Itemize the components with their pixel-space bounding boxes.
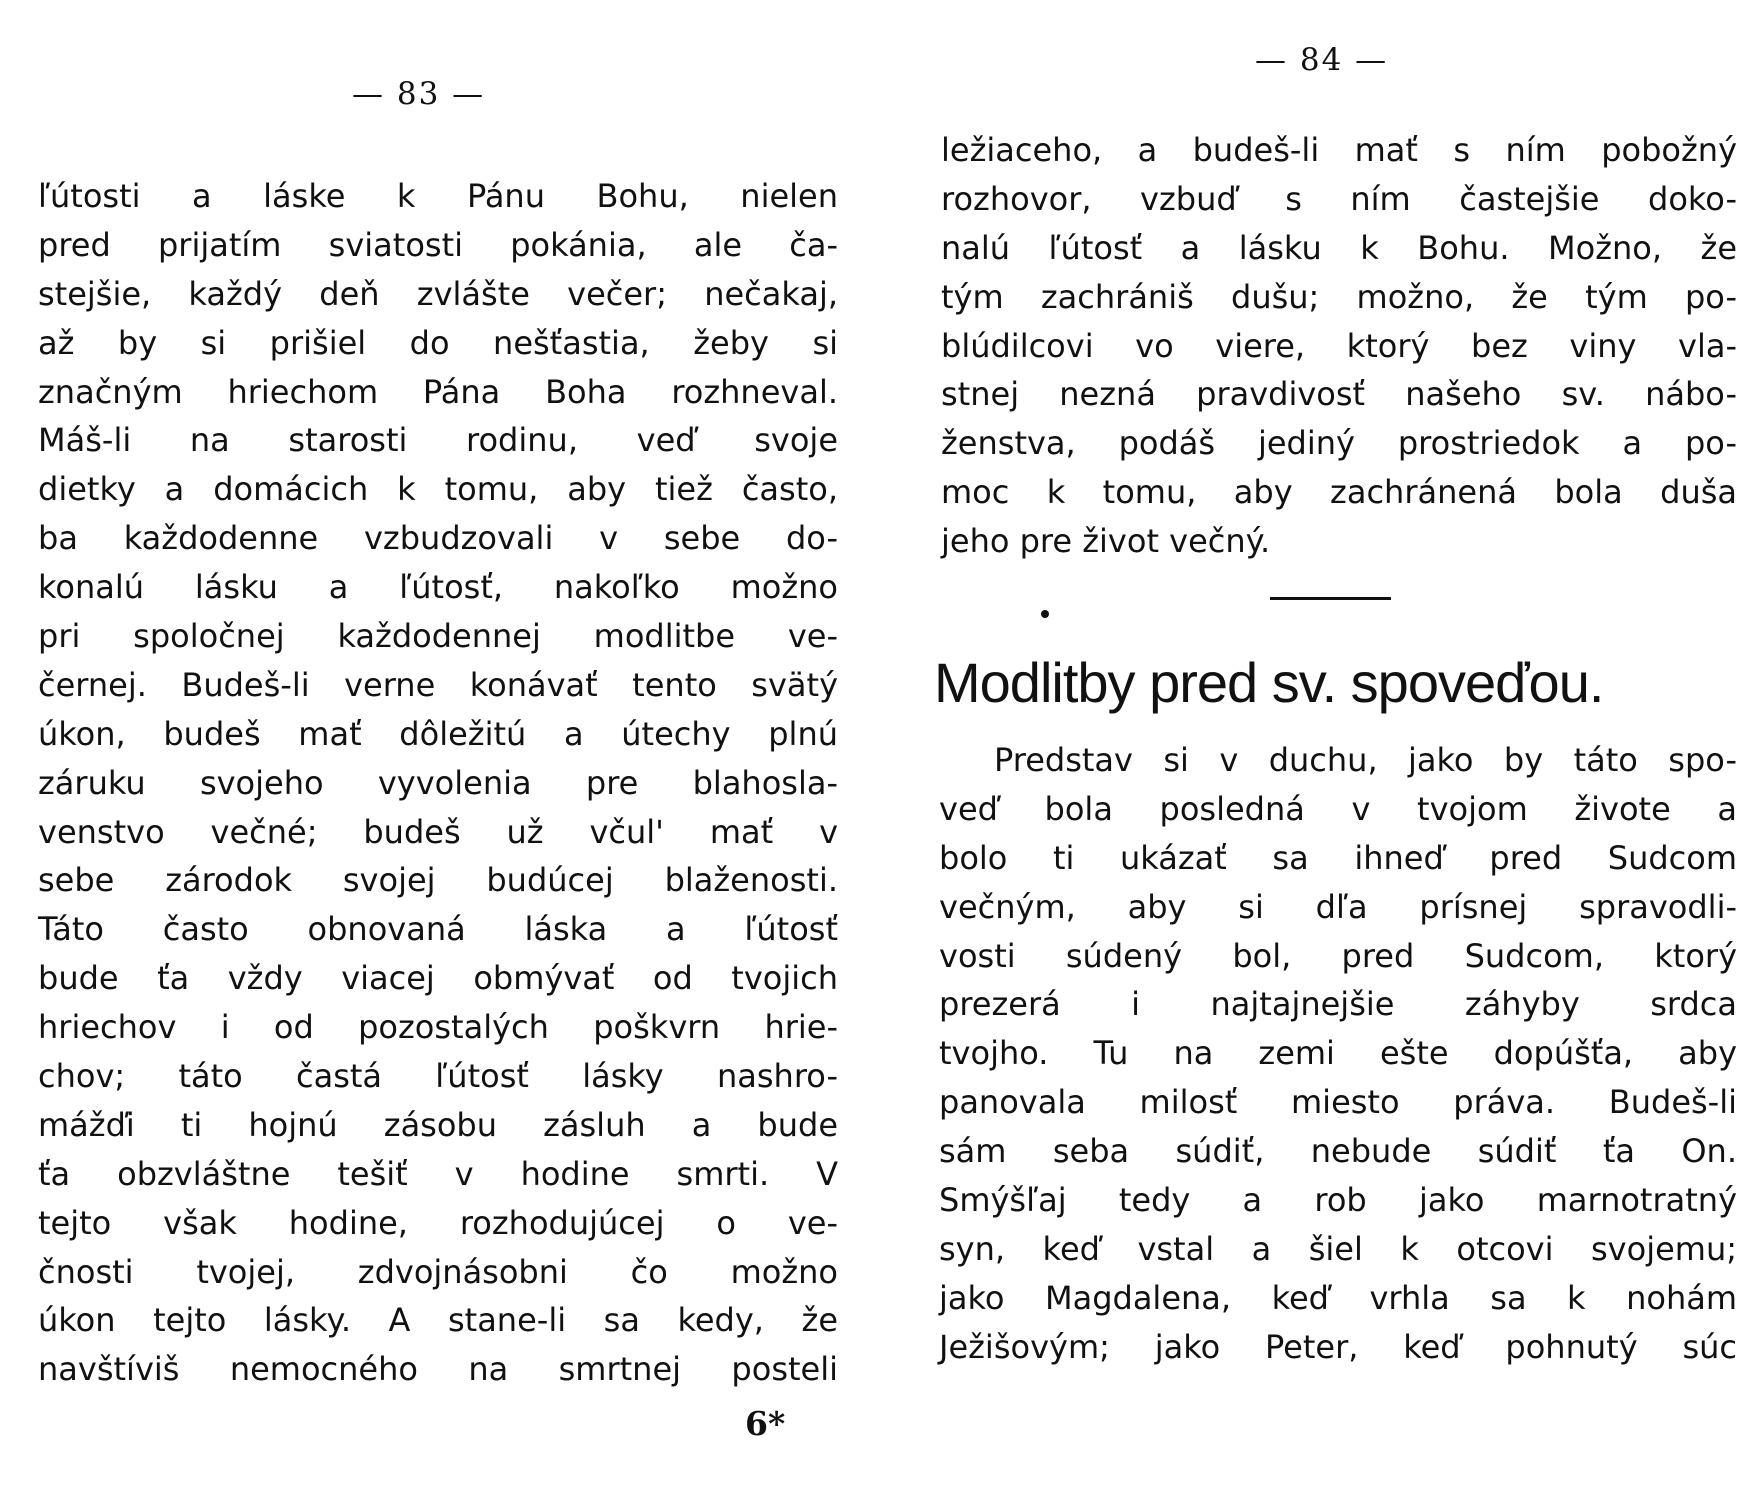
text-line: úkon tejto lásky. A stane-li sa kedy, že — [38, 1301, 838, 1340]
text-line: tejto však hodine, rozhodujúcej o ve- — [38, 1203, 838, 1242]
text-line: večným, aby si dľa prísnej spravodli- — [939, 887, 1737, 926]
text-line: mážďi ti hojnú zásobu zásluh a bude — [38, 1105, 838, 1144]
text-line: Máš-li na starosti rodinu, veď svoje — [38, 421, 838, 460]
text-line: bolo ti ukázať sa ihneď pred Sudcom — [939, 838, 1737, 877]
text-line: Táto často obnovaná láska a ľútosť — [38, 910, 838, 949]
right-page-paragraph-1 — [941, 126, 1737, 566]
text-line: pred prijatím sviatosti pokánia, ale ča- — [38, 225, 838, 264]
text-line: úkon, budeš mať dôležitú a útechy plnú — [38, 714, 838, 753]
text-line: značným hriechom Pána Boha rozhneval. — [38, 372, 838, 411]
text-line: stnej nezná pravdivosť našeho sv. nábo- — [941, 375, 1737, 414]
text-line: tvojho. Tu na zemi ešte dopúšťa, aby — [939, 1034, 1737, 1073]
text-line: tým zachrániš dušu; možno, že tým po- — [941, 277, 1737, 316]
right-page — [879, 0, 1758, 1500]
text-line: venstvo večné; budeš už včul' mať v — [38, 812, 838, 851]
text-line: ťa obzvláštne tešiť v hodine smrti. V — [38, 1154, 838, 1193]
divider-dot — [1041, 610, 1049, 618]
text-line: až by si prišiel do nešťastia, žeby si — [38, 323, 838, 362]
text-line: konalú lásku a ľútosť, nakoľko možno — [38, 568, 838, 607]
text-line: ľútosti a láske k Pánu Bohu, nielen — [38, 177, 838, 215]
text-line: Predstav si v duchu, jako by táto spo- — [994, 741, 1737, 779]
text-line: dietky a domácich k tomu, aby tiež často, — [38, 470, 838, 509]
text-line: čnosti tvojej, zdvojnásobni čo možno — [38, 1252, 838, 1291]
page-number-83: — 83 — — [352, 76, 486, 112]
text-line: hriechov i od pozostalých poškvrn hrie- — [38, 1008, 838, 1047]
text-line: nalú ľútosť a lásku k Bohu. Možno, že — [941, 228, 1737, 267]
text-line: syn, keď vstal a šiel k otcovi svojemu; — [939, 1229, 1737, 1268]
text-line: chov; táto častá ľútosť lásky nashro- — [38, 1057, 838, 1096]
signature-mark: 6* — [745, 1404, 786, 1443]
text-line: panovala milosť miesto práva. Budeš-li — [939, 1083, 1737, 1122]
section-divider — [1270, 597, 1391, 600]
text-line: ležiaceho, a budeš-li mať s ním pobožný — [941, 131, 1737, 169]
text-line: vosti súdený bol, pred Sudcom, ktorý — [939, 936, 1737, 975]
text-line: ženstva, podáš jediný prostriedok a po- — [941, 424, 1737, 463]
text-line: blúdilcovi vo viere, ktorý bez viny vla- — [941, 326, 1737, 365]
text-line: Smýšľaj tedy a rob jako marnotratný — [939, 1181, 1737, 1220]
text-line: záruku svojeho vyvolenia pre blahosla- — [38, 763, 838, 802]
text-line: veď bola posledná v tvojom živote a — [939, 789, 1737, 828]
left-page-body — [38, 172, 838, 1394]
text-line: pri spoločnej každodennej modlitbe ve- — [38, 617, 838, 656]
text-line: prezerá i najtajnejšie záhyby srdca — [939, 985, 1737, 1024]
text-line: ba každodenne vzbudzovali v sebe do- — [38, 519, 838, 558]
text-line: sám seba súdiť, nebude súdiť ťa On. — [939, 1132, 1737, 1171]
text-line: navštíviš nemocného na smrtnej posteli — [38, 1350, 838, 1389]
right-page-paragraph-2 — [939, 736, 1737, 1372]
section-heading: Modlitby pred sv. spoveďou. — [934, 651, 1604, 714]
text-line: bude ťa vždy viacej obmývať od tvojich — [38, 959, 838, 998]
page-number-84: — 84 — — [1255, 42, 1389, 78]
text-line: černej. Budeš-li verne konávať tento svätý — [38, 665, 838, 704]
text-line: moc k tomu, aby zachránená bola duša — [941, 473, 1737, 512]
text-line: rozhovor, vzbuď s ním častejšie doko- — [941, 179, 1737, 218]
text-line: jeho pre život večný. — [941, 522, 1271, 561]
text-line: stejšie, každý deň zvlášte večer; nečakaj, — [38, 274, 838, 313]
text-line: Ježišovým; jako Peter, keď pohnutý súc — [939, 1327, 1737, 1366]
text-line: sebe zárodok svojej budúcej blaženosti. — [38, 861, 838, 900]
text-line: jako Magdalena, keď vrhla sa k nohám — [939, 1278, 1737, 1317]
